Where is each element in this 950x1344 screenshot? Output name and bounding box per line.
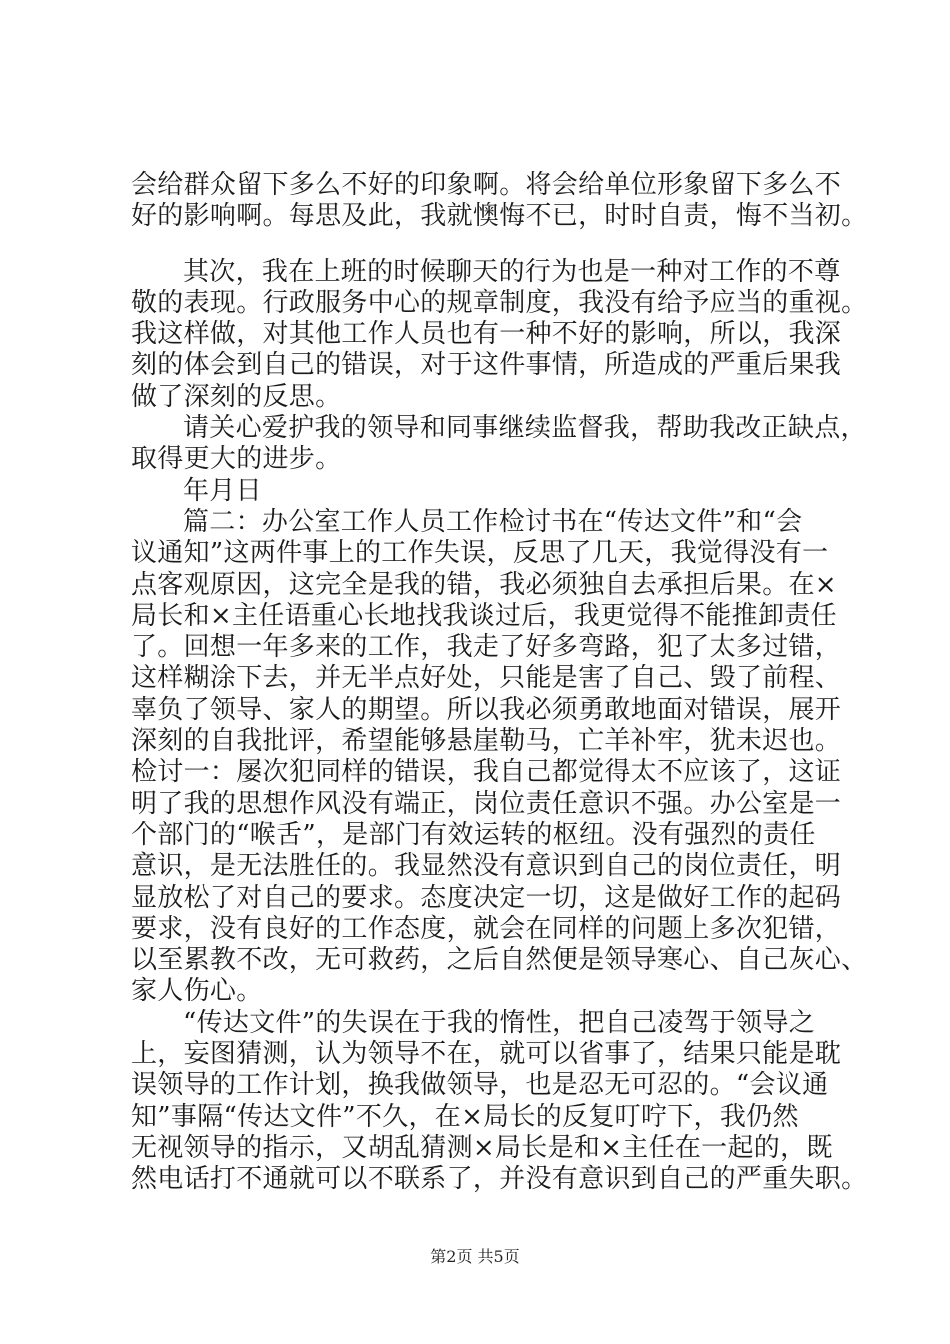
text-line: 了。回想一年多来的工作，我走了好多弯路，犯了太多过错，	[131, 632, 842, 663]
text-line: 请关心爱护我的领导和同事继续监督我，帮助我改正缺点，	[183, 413, 867, 444]
text-line: 局长和×主任语重心长地找我谈过后，我更觉得不能推卸责任	[131, 600, 837, 631]
text-line: 会给群众留下多么不好的印象啊。将会给单位形象留下多么不	[131, 170, 842, 200]
text-line: 深刻的自我批评，希望能够悬崖勒马，亡羊补牢，犹未迟也。	[131, 726, 842, 757]
text-line: 以至累教不改，无可救药，之后自然便是领导寒心、自己灰心、	[131, 945, 868, 976]
text-line: 检讨一：屡次犯同样的错误，我自己都觉得太不应该了，这证	[131, 757, 842, 788]
text-line: 议通知”这两件事上的工作失误，反思了几天，我觉得没有一	[131, 538, 829, 569]
text-line: 明了我的思想作风没有端正，岗位责任意识不强。办公室是一	[131, 788, 842, 819]
text-line: 做了深刻的反思。	[131, 381, 342, 412]
document-body	[131, 170, 868, 1196]
text-line: 敬的表现。行政服务中心的规章制度，我没有给予应当的重视。	[131, 287, 868, 318]
text-line: 点客观原因，这完全是我的错，我必须独自去承担后果。在×	[131, 569, 837, 600]
text-line: 无视领导的指示，又胡乱猜测×局长是和×主任在一起的，既	[131, 1132, 833, 1163]
text-line: 辜负了领导、家人的期望。所以我必须勇敢地面对错误，展开	[131, 694, 842, 725]
date-line: 年月日	[183, 475, 262, 506]
text-line: “传达文件”的失误在于我的惰性，把自己凌驾于领导之	[183, 1007, 816, 1038]
text-line: 然电话打不通就可以不联系了，并没有意识到自己的严重失职。	[131, 1164, 868, 1195]
text-line: 要求，没有良好的工作态度，就会在同样的问题上多次犯错，	[131, 913, 842, 944]
page-number-footer: 第2页 共5页	[430, 1247, 520, 1266]
text-line: 家人伤心。	[131, 976, 263, 1007]
text-line: 刻的体会到自己的错误，对于这件事情，所造成的严重后果我	[131, 350, 842, 381]
text-line: 其次，我在上班的时候聊天的行为也是一种对工作的不尊	[183, 256, 841, 287]
text-line: 误领导的工作计划，换我做领导，也是忍无可忍的。“会议通	[131, 1070, 829, 1101]
text-line: 这样糊涂下去，并无半点好处，只能是害了自己、毁了前程、	[131, 663, 842, 694]
text-line: 上，妄图猜测，认为领导不在，就可以省事了，结果只能是耽	[131, 1039, 842, 1070]
text-line: 个部门的“喉舌”，是部门有效运转的枢纽。没有强烈的责任	[131, 819, 816, 850]
text-line: 显放松了对自己的要求。态度决定一切，这是做好工作的起码	[131, 882, 842, 913]
text-line: 我这样做，对其他工作人员也有一种不好的影响，所以，我深	[131, 319, 842, 350]
text-line: 取得更大的进步。	[131, 444, 342, 475]
text-line: 好的影响啊。每思及此，我就懊悔不已，时时自责，悔不当初。	[131, 201, 868, 232]
text-line: 篇二：办公室工作人员工作检讨书在“传达文件”和“会	[183, 506, 803, 537]
text-line: 知”事隔“传达文件”不久，在×局长的反复叮咛下，我仍然	[131, 1101, 799, 1132]
text-line: 意识，是无法胜任的。我显然没有意识到自己的岗位责任，明	[131, 851, 842, 882]
paragraph-gap	[131, 233, 831, 257]
